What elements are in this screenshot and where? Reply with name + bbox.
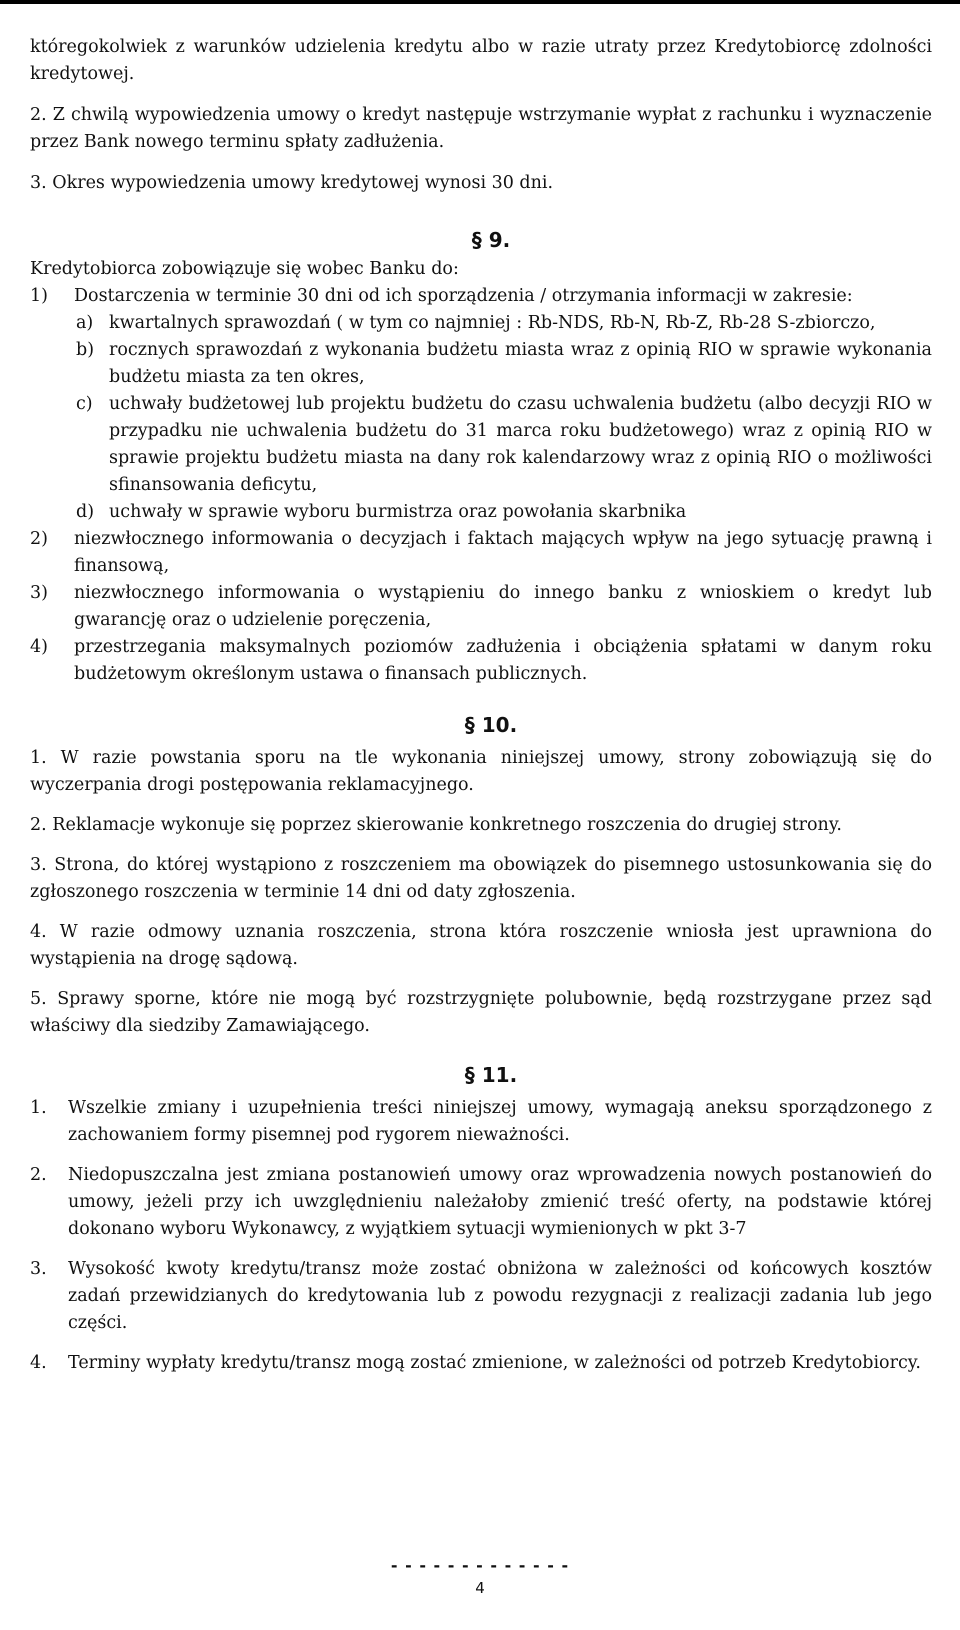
item-body: Sprawy sporne, które nie mogą być rozstrzygnięte polubownie, będą rozstrzygane przez sąd właściwy dla siedziby Zamawiającego. [30,989,932,1036]
section-9-heading: § 9. [471,228,511,252]
list-item [30,526,932,580]
item-text [30,986,932,1040]
list-item [30,986,932,1040]
section-9-sublist [30,310,932,526]
item-text: uchwały budżetowej lub projektu budżetu do czasu uchwalenia budżetu (albo decyzji RIO w przypadku nie uchwalenia budżetu do 31 marca roku budżetowego) wraz z opinią RIO w sprawie projektu budżetu miasta na dany rok kalendarzowy wraz z opinią RIO o możliwości sfinansowania deficytu, [109,394,932,495]
list-item [30,919,932,973]
item-body: Reklamacje wykonuje się poprzez skierowanie konkretnego roszczenia do drugiej strony. [52,815,842,835]
item-text: przestrzegania maksymalnych poziomów zadłużenia i obciążenia spłatami w danym roku budżetowym określonym ustawa o finansach publicznych. [74,637,932,684]
list-item [30,745,932,799]
item-number: 1) [30,286,48,306]
list-item [76,499,932,526]
item-letter: b) [76,340,95,360]
list-item [30,1162,932,1243]
item-text: kwartalnych sprawozdań ( w tym co najmniej : Rb-NDS, Rb-N, Rb-Z, Rb-28 S-zbiorczo, [109,313,876,333]
item-text: uchwały w sprawie wyboru burmistrza oraz powołania skarbnika [109,502,687,522]
item-number: 2. [30,815,47,835]
list-item [30,580,932,634]
item-letter: a) [76,313,94,333]
footer-dashes: - - - - - - - - - - - - - [390,1556,570,1575]
item-text: rocznych sprawozdań z wykonania budżetu miasta wraz z opinią RIO w sprawie wykonania budżetu miasta za ten okres, [109,340,932,387]
intro-paragraph-3: 3. Okres wypowiedzenia umowy kredytowej wynosi 30 dni. [30,173,554,193]
section-9-list [30,283,932,688]
item-text: Wysokość kwoty kredytu/transz może zostać obniżona w zależności od końcowych kosztów zadań przewidzianych do kredytowania lub z powodu rezygnacji z realizacji zadania lub jego części. [68,1259,932,1333]
item-number: 2) [30,529,48,549]
top-border [0,0,960,4]
item-number: 3) [30,583,48,603]
intro-paragraph-2: 2. Z chwilą wypowiedzenia umowy o kredyt następuje wstrzymanie wypłat z rachunku i wyznaczenie przez Bank nowego terminu spłaty zadłużenia. [30,105,932,152]
list-item [76,310,932,337]
item-number: 4. [30,1353,47,1373]
list-item [30,1350,932,1377]
item-body: W razie powstania sporu na tle wykonania niniejszej umowy, strony zobowiązują się do wyczerpania drogi postępowania reklamacyjnego. [30,748,932,795]
item-text [30,812,932,839]
list-item [30,812,932,839]
item-number: 1. [30,748,47,768]
section-11-heading: § 11. [464,1063,518,1087]
item-number: 4. [30,922,47,942]
item-letter: d) [76,502,95,522]
list-item [30,1256,932,1337]
section-10-heading: § 10. [464,713,518,737]
list-item [30,852,932,906]
section-10-items [30,745,932,1040]
item-number: 2. [30,1165,47,1185]
item-number: 3. [30,855,47,875]
item-body: Strona, do której wystąpiono z roszczeniem ma obowiązek do pisemnego ustosunkowania się do zgłoszonego roszczenia w terminie 14 dni od daty zgłoszenia. [30,855,932,902]
page-number: 4 [475,1579,485,1597]
item-text: Niedopuszczalna jest zmiana postanowień umowy oraz wprowadzenia nowych postanowień do umowy, jeżeli przy ich uwzględnieniu należałoby zmienić treść oferty, na podstawie której dokonano wyboru Wykonawcy, z wyjątkiem sytuacji wymienionych w pkt 3-7 [68,1165,932,1239]
section-9-lead: Kredytobiorca zobowiązuje się wobec Banku do: [30,259,459,279]
item-text: Terminy wypłaty kredytu/transz mogą zostać zmienione, w zależności od potrzeb Kredytobiorcy. [68,1353,921,1373]
item-text: Wszelkie zmiany i uzupełnienia treści niniejszej umowy, wymagają aneksu sporządzonego z zachowaniem formy pisemnej pod rygorem nieważności. [68,1098,932,1145]
item-text [30,745,932,799]
list-item [30,634,932,688]
section-11-list [30,1095,932,1377]
document-page [30,34,932,1390]
item-text: niezwłocznego informowania o decyzjach i faktach mających wpływ na jego sytuację prawną i finansową, [74,529,932,576]
item-number: 5. [30,989,47,1009]
item-body: W razie odmowy uznania roszczenia, strona która roszczenie wniosła jest uprawniona do wystąpienia na drogę sądową. [30,922,932,969]
list-item [30,1095,932,1149]
item-text: niezwłocznego informowania o wystąpieniu do innego banku z wnioskiem o kredyt lub gwarancję oraz o udzielenie poręczenia, [74,583,932,630]
item-number: 1. [30,1098,47,1118]
item-text: Dostarczenia w terminie 30 dni od ich sporządzenia / otrzymania informacji w zakresie: [74,286,853,306]
item-text [30,852,932,906]
item-letter: c) [76,394,93,414]
item-number: 3. [30,1259,47,1279]
list-item [76,337,932,391]
item-number: 4) [30,637,48,657]
list-item [30,283,932,310]
list-item [76,391,932,499]
page-footer [0,1552,960,1597]
item-text [30,919,932,973]
intro-paragraph-1: któregokolwiek z warunków udzielenia kredytu albo w razie utraty przez Kredytobiorcę zdolności kredytowej. [30,37,932,84]
